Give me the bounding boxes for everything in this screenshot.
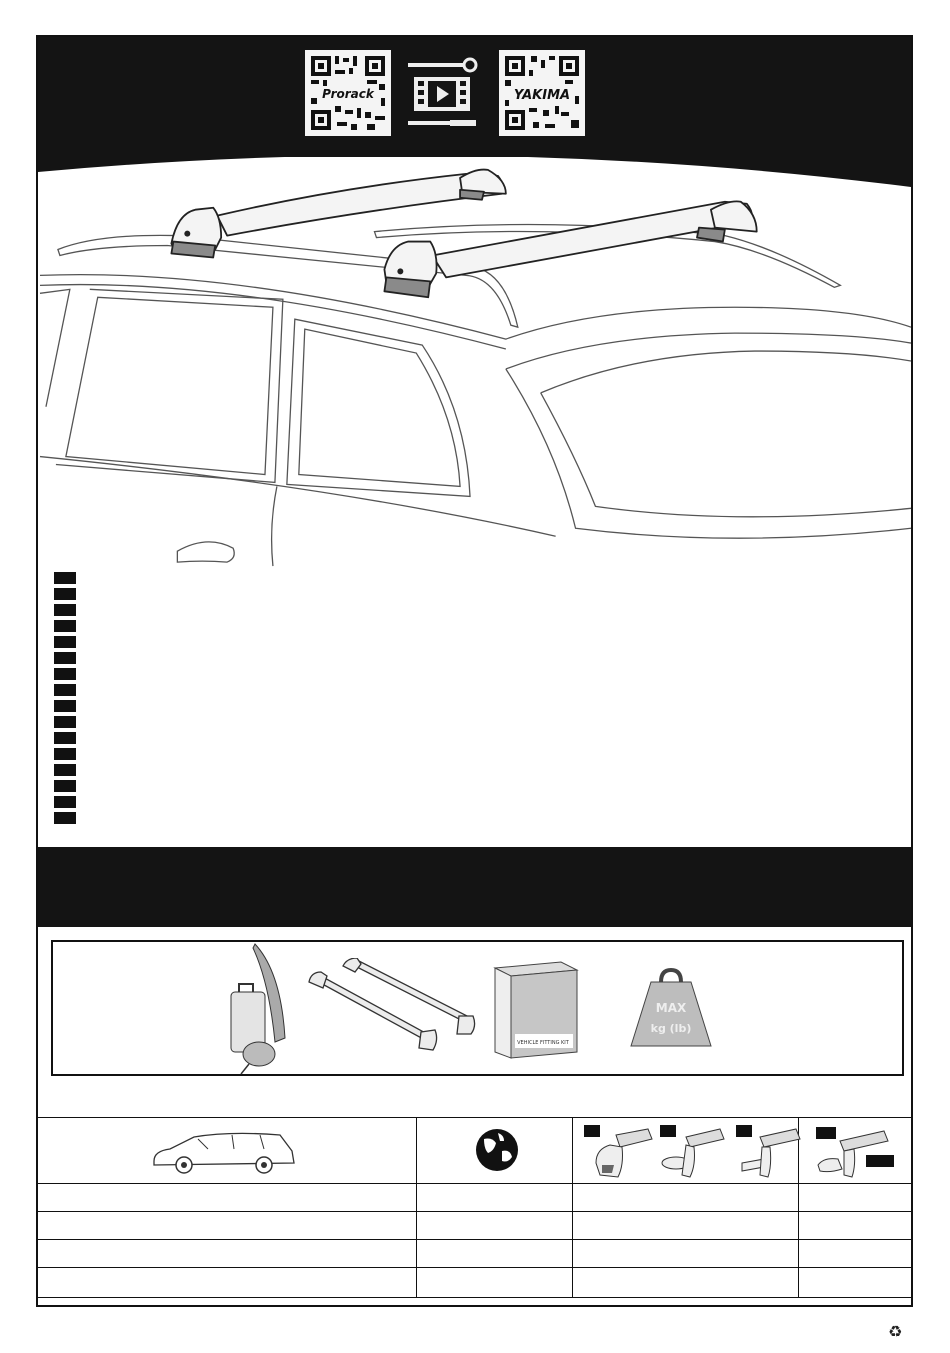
language-list xyxy=(54,572,78,828)
language-chip xyxy=(54,572,76,584)
language-chip xyxy=(54,668,76,680)
instruction-sheet xyxy=(36,35,913,1307)
language-chip xyxy=(54,812,76,824)
svg-text:Prorack: Prorack xyxy=(322,87,374,101)
svg-text:kg (lb): kg (lb) xyxy=(650,1022,692,1035)
car-roof-bars-illustration xyxy=(38,157,911,567)
recycle-icon: ♻ xyxy=(888,1322,903,1341)
qr-yakima-icon xyxy=(499,50,585,136)
fixpoint-foot-icon xyxy=(734,1125,804,1181)
language-chip xyxy=(54,620,76,632)
middle-band xyxy=(38,847,911,927)
language-chip xyxy=(54,796,76,808)
language-chip xyxy=(54,588,76,600)
package-contents xyxy=(51,940,904,1076)
video-instructions-icon[interactable] xyxy=(404,53,480,133)
language-chip xyxy=(54,604,76,616)
language-chip xyxy=(54,652,76,664)
qr-code-prorack[interactable] xyxy=(305,50,391,136)
language-chip xyxy=(54,748,76,760)
flush-foot-icon xyxy=(586,1125,656,1181)
svg-text:VEHICLE FITTING KIT: VEHICLE FITTING KIT xyxy=(517,1040,569,1046)
language-chip xyxy=(54,764,76,776)
language-chip xyxy=(54,732,76,744)
luggage-icon xyxy=(219,942,299,1076)
raised-rail-foot-icon xyxy=(658,1125,728,1181)
language-chip xyxy=(54,684,76,696)
svg-text:YAKIMA: YAKIMA xyxy=(513,88,571,103)
station-wagon-icon xyxy=(150,1127,298,1177)
language-chip xyxy=(54,780,76,792)
max-load-weight-icon xyxy=(627,968,717,1052)
qr-code-yakima[interactable] xyxy=(499,50,585,136)
svg-text:MAX: MAX xyxy=(655,1001,687,1015)
globe-icon xyxy=(474,1127,520,1173)
rail-foot-icon xyxy=(814,1127,894,1183)
language-chip xyxy=(54,700,76,712)
qr-prorack-icon xyxy=(305,50,391,136)
fitting-table xyxy=(38,1117,911,1301)
fitting-kit-box-icon xyxy=(491,958,581,1062)
language-chip xyxy=(54,636,76,648)
roof-bars-icon xyxy=(305,958,485,1058)
language-chip xyxy=(54,716,76,728)
